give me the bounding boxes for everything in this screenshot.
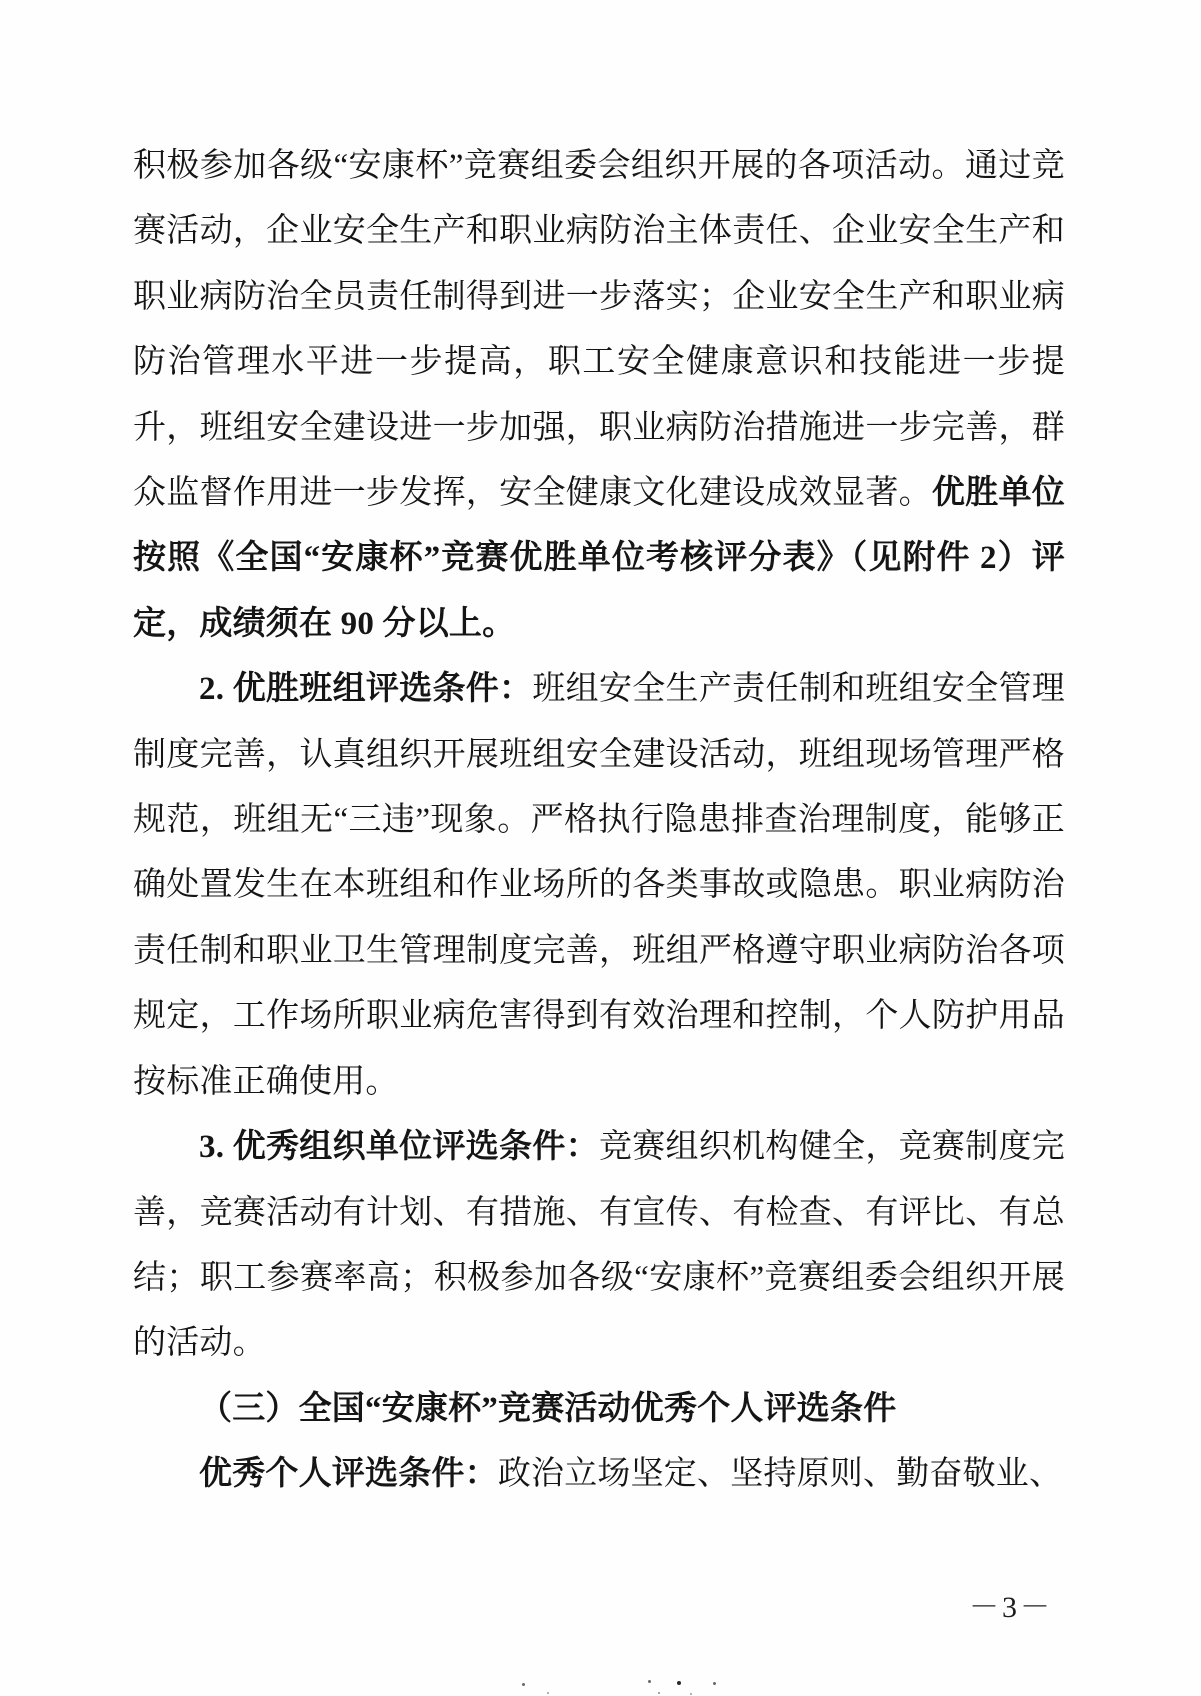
scan-speck xyxy=(522,1683,525,1686)
page-number: －3－ xyxy=(969,1591,1053,1624)
text-segment-bold: 优胜单位按照《全国“安康杯”竞赛优胜单位考核评分表》（见附件 2）评定，成绩须在 90 分以上。 xyxy=(133,475,1065,642)
scan-speck xyxy=(547,1692,549,1694)
scan-speck xyxy=(713,1682,716,1685)
text-segment: 积极参加各级“安康杯”竞赛组委会组织开展的各项活动。通过竞赛活动，企业安全生产和职业病防治主体责任、企业安全生产和职业病防治全员责任制得到进一步落实；企业安全生产和职业病防治管理水平进一步提高，职工安全健康意识和技能进一步提升，班组安全建设进一步加强，职业病防治措施进一步完善，群众监督作用进一步发挥，安全健康文化建设成效显著。 xyxy=(133,148,1065,512)
text-segment-bold: 3. 优秀组织单位评选条件： xyxy=(199,1129,599,1166)
text-segment-bold: （三）全国“安康杯”竞赛活动优秀个人评选条件 xyxy=(199,1390,897,1427)
paragraph xyxy=(133,1377,1065,1442)
scan-speck xyxy=(648,1680,651,1683)
scan-speck xyxy=(690,1693,692,1695)
paragraph xyxy=(133,657,1065,1115)
paragraph xyxy=(133,134,1065,657)
text-segment-bold: 2. 优胜班组评选条件： xyxy=(199,671,533,708)
text-segment: 政治立场坚定、坚持原则、勤奋敬业、 xyxy=(497,1456,1063,1493)
text-segment: 班组安全生产责任制和班组安全管理制度完善，认真组织开展班组安全建设活动，班组现场管理严格规范，班组无“三违”现象。严格执行隐患排查治理制度，能够正确处置发生在本班组和作业场所的各类事故或隐患。职业病防治责任制和职业卫生管理制度完善，班组严格遵守职业病防治各项规定，工作场所职业病危害得到有效治理和控制，个人防护用品按标准正确使用。 xyxy=(133,671,1065,1100)
document-body xyxy=(133,134,1065,1508)
text-segment: 竞赛组织机构健全，竞赛制度完善，竞赛活动有计划、有措施、有宣传、有检查、有评比、有总结；职工参赛率高；积极参加各级“安康杯”竞赛组委会组织开展的活动。 xyxy=(133,1129,1065,1362)
paragraph xyxy=(133,1442,1065,1507)
text-segment-bold: 优秀个人评选条件： xyxy=(199,1456,498,1493)
scan-speck xyxy=(677,1681,681,1685)
scan-speck xyxy=(658,1692,660,1694)
paragraph xyxy=(133,1115,1065,1377)
